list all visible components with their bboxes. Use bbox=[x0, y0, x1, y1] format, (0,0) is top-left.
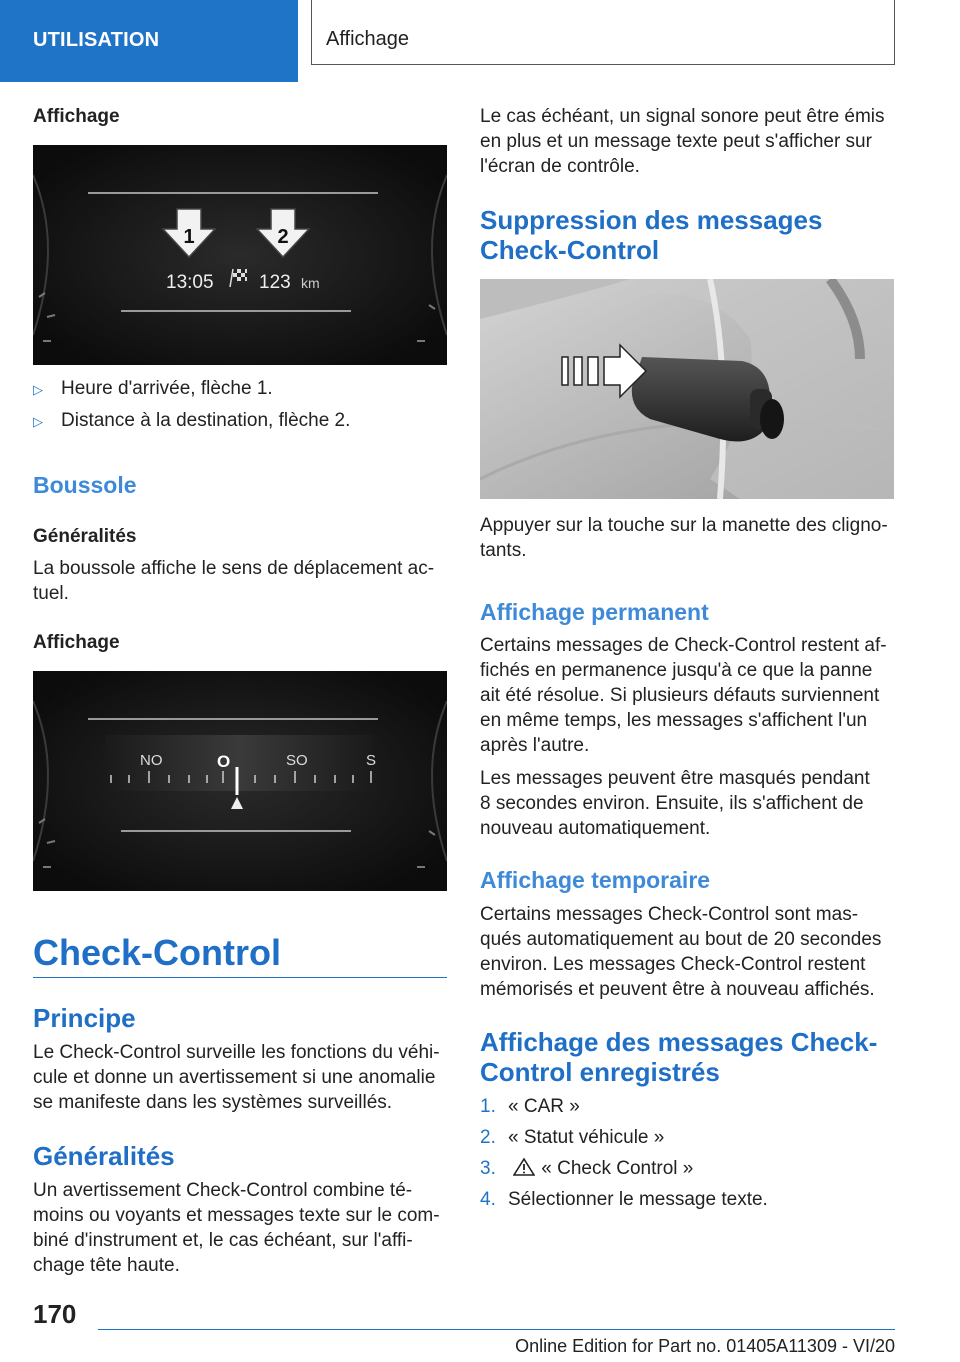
distance-unit: km bbox=[301, 275, 320, 291]
bullet-item-arrival-time: ▷ Heure d'arrivée, flèche 1. bbox=[33, 378, 273, 399]
header-topic-label: Affichage bbox=[326, 28, 410, 50]
compass-label-s: S bbox=[366, 752, 377, 769]
affichage-temporaire-title: Affichage temporaire bbox=[480, 867, 711, 893]
compass-cluster-figure bbox=[33, 671, 447, 891]
affichage-permanent-text-2: Les messages peuvent être masqués pendant 8 secondes environ. Ensuite, ils s'affichent de nouveau automatiquement. bbox=[480, 768, 870, 839]
boussole-title: Boussole bbox=[33, 472, 137, 498]
compass-label-no: NO bbox=[140, 752, 163, 769]
principe-text: Le Check-Control surveille les fonctions du véhi- cule et donne un avertissement si une anomalie se manifeste dans les systèmes surveillés. bbox=[33, 1042, 440, 1113]
compass-label-o: O bbox=[217, 752, 231, 771]
header-topic-box bbox=[311, 0, 895, 65]
bullet-triangle-icon: ▷ bbox=[33, 414, 43, 429]
affichage-heading-1: Affichage bbox=[33, 106, 120, 127]
affichage-temporaire-text: Certains messages Check-Control sont mas- qués automatiquement au bout de 20 secondes environ. Les messages Check-Control restent mémorisés et peuvent être à nouveau affichés. bbox=[480, 904, 882, 1000]
step-item-1: 1. « CAR » bbox=[480, 1096, 580, 1117]
edition-text: Online Edition for Part no. 01405A11309 - VI/20 bbox=[515, 1336, 895, 1356]
intro-text: Le cas échéant, un signal sonore peut être émis en plus et un message texte peut s'afficher sur l'écran de contrôle. bbox=[480, 106, 885, 177]
appuyer-text: Appuyer sur la touche sur la manette des cligno- tants. bbox=[480, 515, 888, 561]
boussole-text: La boussole affiche le sens de déplacement ac- tuel. bbox=[33, 558, 435, 604]
affichage-permanent-text-1: Certains messages de Check-Control restent af- fichés en permanence jusqu'à ce que la panne ait été résolue. Si plusieurs défauts surviennent en même temps, les messages s'affichent l'un après l'autre. bbox=[480, 635, 887, 756]
suppression-title: Suppression des messages Check-Control bbox=[480, 205, 823, 265]
generalites-text: Un avertissement Check-Control combine té- moins ou voyants et messages texte sur le com- biné d'instrument et, le cas échéant, sur l'affi- chage tête haute. bbox=[33, 1180, 440, 1276]
step-item-4: 4. Sélectionner le message texte. bbox=[480, 1189, 768, 1210]
warning-triangle-icon bbox=[513, 1158, 535, 1176]
page-number: 170 bbox=[33, 1299, 77, 1329]
cluster-arrival-figure bbox=[33, 145, 447, 365]
arrow-1-label: 1 bbox=[183, 226, 195, 248]
affichage-heading-2: Affichage bbox=[33, 632, 120, 653]
arrival-time: 13:05 bbox=[166, 272, 214, 293]
boussole-generalites-heading: Généralités bbox=[33, 526, 137, 547]
messages-enregistres-title: Affichage des messages Check- Control enregistrés bbox=[480, 1027, 878, 1087]
header-section-label: UTILISATION bbox=[33, 29, 160, 51]
generalites-title: Généralités bbox=[33, 1141, 175, 1171]
principe-title: Principe bbox=[33, 1003, 136, 1033]
arrow-2-label: 2 bbox=[277, 226, 289, 248]
bullet-triangle-icon: ▷ bbox=[33, 382, 43, 397]
bullet-item-distance: ▷ Distance à la destination, flèche 2. bbox=[33, 410, 351, 431]
remaining-distance: 123 bbox=[259, 272, 291, 293]
check-control-title: Check-Control bbox=[33, 932, 282, 973]
compass-label-so: SO bbox=[286, 752, 308, 769]
affichage-permanent-title: Affichage permanent bbox=[480, 599, 709, 625]
footer-rule bbox=[98, 1329, 895, 1330]
header-section-tab bbox=[0, 0, 298, 82]
turn-signal-stalk-figure bbox=[480, 279, 894, 499]
step-item-2: 2. « Statut véhicule » bbox=[480, 1127, 665, 1148]
step-item-3: 3. « Check Control » bbox=[480, 1158, 694, 1179]
check-control-rule bbox=[33, 977, 447, 978]
